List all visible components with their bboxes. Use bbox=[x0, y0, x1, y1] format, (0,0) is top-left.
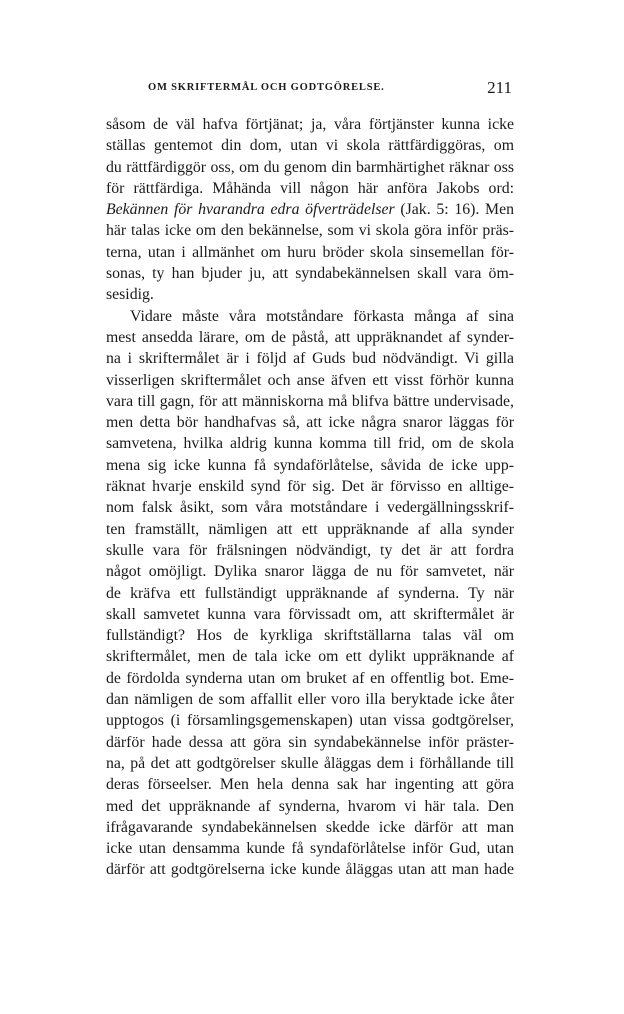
text-line: såsom de väl hafva förtjänat; ja, våra förtjänster kunna icke bbox=[106, 116, 514, 133]
text-line: mena sig icke kunna få syndaförlåtelse, såvida de icke upp- bbox=[106, 456, 514, 474]
text-line: de fördolda synderna utan om bruket af en offentlig bot. Eme- bbox=[106, 669, 514, 687]
text-line: skulle vara för frälsningen nödvändigt, ty det är att fordra bbox=[106, 541, 514, 559]
text-line: fullständigt? Hos de kyrkliga skriftställarna talas väl om bbox=[106, 627, 514, 645]
text-line: skall samvetet kunna vara förvissadt om, att skriftermålet är bbox=[106, 605, 514, 623]
page-number: 211 bbox=[487, 78, 512, 97]
text-line: räknat hvarje enskild synd för sig. Det är förvisso en alltige- bbox=[106, 478, 514, 496]
text-line: skriftermålet, men de tala icke om ett dylikt uppräknande af bbox=[106, 648, 514, 666]
text-line: nom falsk åsikt, som våra motståndare i vedergällningsskrif- bbox=[106, 499, 514, 517]
text-line: terna, utan i allmänhet om huru bröder skola sinsemellan för- bbox=[106, 243, 514, 261]
text-line: därför att godtgörelserna icke kunde åläggas utan att man hade bbox=[106, 861, 514, 879]
text-line: här talas icke om den bekännelse, som vi skola göra inför präs- bbox=[106, 222, 514, 240]
text-line: na i skriftermålet är i följd af Guds bud nödvändigt. Vi gilla bbox=[106, 350, 514, 368]
text-line: icke utan densamma kunde få syndaförlåtelse inför Gud, utan bbox=[106, 840, 514, 858]
text-line: något omöjligt. Dylika snaror lägga de nu för samvetet, när bbox=[106, 563, 514, 581]
text-line: ställas gentemot din dom, utan vi skola rättfärdiggöras, om bbox=[106, 137, 514, 155]
text-line: ten framställt, nämligen att ett uppräknande af alla synder bbox=[106, 520, 514, 538]
text-line: dan nämligen de som affallit eller voro illa beryktade icke åter bbox=[106, 691, 514, 709]
text-line: för rättfärdiga. Måhända vill någon här anföra Jakobs ord: bbox=[106, 179, 514, 197]
italic-quotation: Bekännen för hvarandra edra öfverträdelser bbox=[106, 201, 395, 219]
text-line-paragraph-start: Vidare måste våra motståndare förkasta många af sina bbox=[130, 307, 514, 325]
text-line: mest ansedda lärare, om de påstå, att uppräknandet af synder- bbox=[106, 328, 514, 346]
text-line: men detta bör handhafvas så, att icke några snaror läggas för bbox=[106, 414, 514, 432]
text-line: samvetena, hvilka aldrig kunna komma till frid, om de skola bbox=[106, 435, 514, 453]
text-line: därför hade dessa att göra sin syndabekännelse inför präster- bbox=[106, 733, 514, 751]
text-line: sonas, ty han bjuder ju, att syndabekännelsen skall vara öm- bbox=[106, 265, 514, 283]
running-head bbox=[106, 80, 514, 104]
text-line: du rättfärdiggör oss, om du genom din barmhärtighet räknar oss bbox=[106, 158, 514, 176]
text-line: deras förseelser. Men hela denna sak har ingenting att göra bbox=[106, 776, 514, 794]
text-line-paragraph-end: sesidig. bbox=[106, 286, 154, 304]
text-line: ifrågavarande syndabekännelsen skedde icke därför att man bbox=[106, 818, 514, 836]
text-line: na, på det att godtgörelser skulle åläggas dem i förhållande till bbox=[106, 754, 514, 772]
text-line: upptogos (i församlingsgemenskapen) utan vissa godtgörelser, bbox=[106, 712, 514, 730]
text-line: med det uppräknande af synderna, hvarom vi här tala. Den bbox=[106, 797, 514, 815]
text-line: vara till gagn, för att människorna må blifva bättre undervisade, bbox=[106, 392, 514, 410]
citation-text: (Jak. 5: 16). Men bbox=[394, 201, 514, 219]
text-line-with-citation bbox=[106, 199, 514, 220]
running-head-title: OM SKRIFTERMÅL OCH GODTGÖRELSE. bbox=[148, 82, 385, 93]
body-text bbox=[106, 114, 514, 881]
text-line: visserligen skriftermålet och anse äfven ett visst förhör kunna bbox=[106, 371, 514, 389]
text-line: de kräfva ett fullständigt uppräknande af synderna. Ty när bbox=[106, 584, 514, 602]
